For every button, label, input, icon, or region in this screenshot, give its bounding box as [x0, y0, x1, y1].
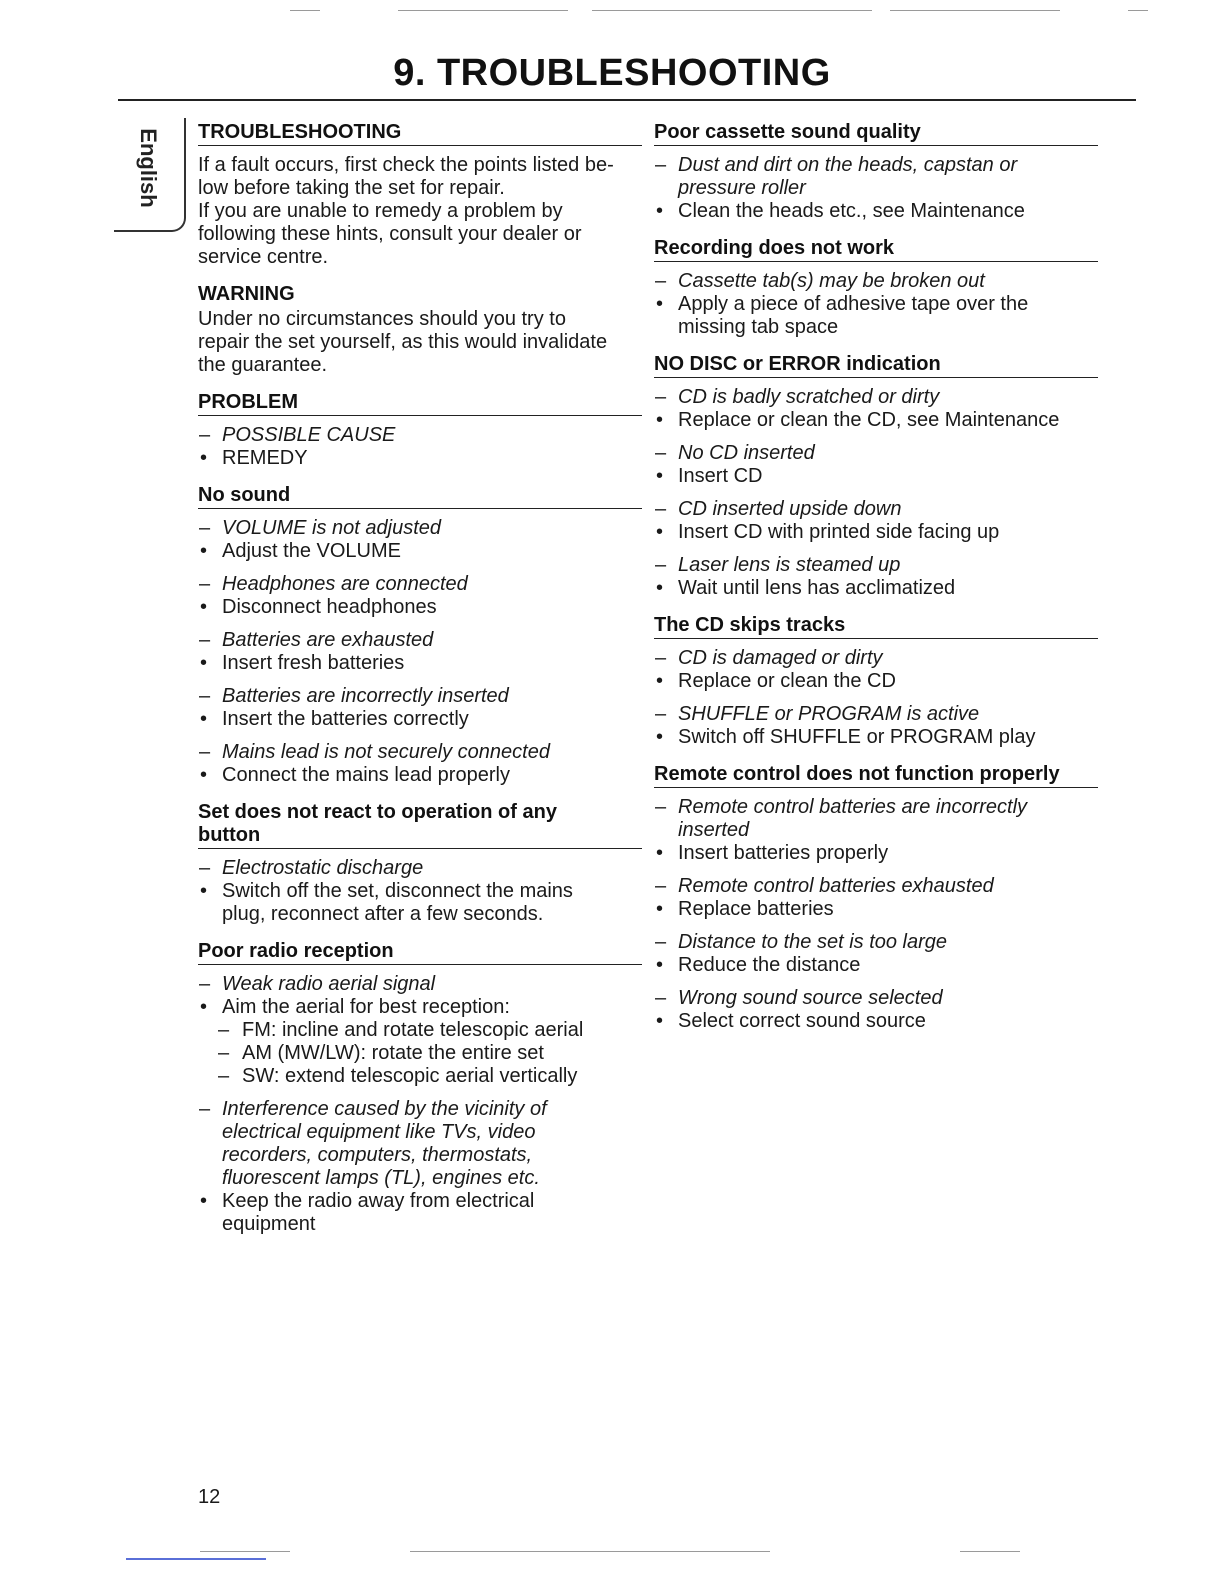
- remedy: • Switch off SHUFFLE or PROGRAM play: [654, 726, 1098, 749]
- cause: – CD is badly scratched or dirty: [654, 386, 1098, 409]
- intro-line: service centre.: [198, 246, 329, 268]
- remedy: • Replace batteries: [654, 898, 1098, 921]
- no-disc-heading: NO DISC or ERROR indication: [654, 353, 1098, 378]
- intro-line: If a fault occurs, first check the points listed be-: [198, 154, 614, 176]
- cause: – Batteries are incorrectly inserted: [198, 685, 642, 708]
- cause: – Weak radio aerial signal: [198, 973, 642, 996]
- cause: [654, 154, 1098, 200]
- scan-artifact-top-2: [398, 10, 568, 11]
- no-react-heading: [198, 801, 642, 849]
- cause-line: – Dust and dirt on the heads, capstan or: [678, 154, 1018, 176]
- cause: – VOLUME is not adjusted: [198, 517, 642, 540]
- intro-line: following these hints, consult your dealer or: [198, 223, 582, 245]
- warning-line: the guarantee.: [198, 354, 327, 376]
- left-column: [198, 121, 642, 1250]
- cause: – Headphones are connected: [198, 573, 642, 596]
- remedy-line: plug, reconnect after a few seconds.: [222, 903, 544, 925]
- sub-remedy: – FM: incline and rotate telescopic aerial: [198, 1019, 642, 1042]
- remedy-line: • Switch off the set, disconnect the mains: [222, 880, 573, 902]
- no-react-heading-line: button: [198, 824, 261, 846]
- scan-artifact-bottom-1: [200, 1551, 290, 1552]
- cause-line: fluorescent lamps (TL), engines etc.: [222, 1167, 540, 1189]
- cause: – Mains lead is not securely connected: [198, 741, 642, 764]
- legend-cause: – POSSIBLE CAUSE: [198, 424, 642, 447]
- scan-artifact-top-1: [290, 10, 320, 11]
- remedy: • Adjust the VOLUME: [198, 540, 642, 563]
- cause: – SHUFFLE or PROGRAM is active: [654, 703, 1098, 726]
- remedy-line: • Apply a piece of adhesive tape over the: [678, 293, 1029, 315]
- warning-line: repair the set yourself, as this would invalidate: [198, 331, 608, 353]
- remote-section: [654, 763, 1098, 1033]
- cause-line: – Remote control batteries are incorrectly: [678, 796, 1028, 818]
- remedy: [198, 880, 642, 926]
- cause: – Laser lens is steamed up: [654, 554, 1098, 577]
- intro-line: If you are unable to remedy a problem by: [198, 200, 563, 222]
- remedy: • Reduce the distance: [654, 954, 1098, 977]
- remedy: • Connect the mains lead properly: [198, 764, 642, 787]
- no-react-section: [198, 801, 642, 926]
- remedy: • Disconnect headphones: [198, 596, 642, 619]
- cause: – Electrostatic discharge: [198, 857, 642, 880]
- skips-heading: The CD skips tracks: [654, 614, 1098, 639]
- radio-heading: Poor radio reception: [198, 940, 642, 965]
- warning-section: [198, 283, 642, 377]
- cause-line: – Interference caused by the vicinity of: [222, 1098, 547, 1120]
- intro-section: [198, 121, 642, 269]
- radio-section: [198, 940, 642, 1236]
- no-sound-heading: No sound: [198, 484, 642, 509]
- remote-heading: Remote control does not function properly: [654, 763, 1098, 788]
- scan-artifact-blue-line: [126, 1558, 266, 1560]
- remedy: • Insert fresh batteries: [198, 652, 642, 675]
- remedy: • Aim the aerial for best reception:: [198, 996, 642, 1019]
- scan-artifact-bottom-2: [410, 1551, 770, 1552]
- remedy: • Insert batteries properly: [654, 842, 1098, 865]
- remedy: • Replace or clean the CD, see Maintenance: [654, 409, 1098, 432]
- cause-line: pressure roller: [678, 177, 806, 199]
- title-rule: [118, 99, 1136, 101]
- remedy: • Insert CD with printed side facing up: [654, 521, 1098, 544]
- remedy: • Wait until lens has acclimatized: [654, 577, 1098, 600]
- cause: – Batteries are exhausted: [198, 629, 642, 652]
- remedy-line: • Keep the radio away from electrical: [222, 1190, 535, 1212]
- intro-heading: TROUBLESHOOTING: [198, 121, 642, 146]
- sub-remedy: – SW: extend telescopic aerial vertically: [198, 1065, 642, 1088]
- cause: – Cassette tab(s) may be broken out: [654, 270, 1098, 293]
- cause: [198, 1098, 642, 1190]
- recording-section: [654, 237, 1098, 339]
- scan-artifact-top-5: [1128, 10, 1148, 11]
- cassette-section: [654, 121, 1098, 223]
- skips-section: [654, 614, 1098, 749]
- warning-heading: WARNING: [198, 283, 295, 305]
- page-number: 12: [198, 1486, 221, 1508]
- remedy: • Replace or clean the CD: [654, 670, 1098, 693]
- cause: – CD inserted upside down: [654, 498, 1098, 521]
- scan-artifact-bottom-3: [960, 1551, 1020, 1552]
- remedy: • Insert the batteries correctly: [198, 708, 642, 731]
- cause-line: electrical equipment like TVs, video: [222, 1121, 536, 1143]
- remedy: • Clean the heads etc., see Maintenance: [654, 200, 1098, 223]
- remedy: [198, 1190, 642, 1236]
- language-tab-label: English: [136, 128, 161, 208]
- cassette-heading: Poor cassette sound quality: [654, 121, 1098, 146]
- remedy: • Insert CD: [654, 465, 1098, 488]
- remedy-line: missing tab space: [678, 316, 839, 338]
- warning-line: Under no circumstances should you try to: [198, 308, 566, 330]
- right-column: [654, 121, 1098, 1047]
- recording-heading: Recording does not work: [654, 237, 1098, 262]
- scan-artifact-top-3: [592, 10, 872, 11]
- remedy: [654, 293, 1098, 339]
- legend-heading: PROBLEM: [198, 391, 642, 416]
- intro-line: low before taking the set for repair.: [198, 177, 505, 199]
- remedy-line: equipment: [222, 1213, 316, 1235]
- cause: [654, 796, 1098, 842]
- no-disc-section: [654, 353, 1098, 600]
- cause: – No CD inserted: [654, 442, 1098, 465]
- cause-line: inserted: [678, 819, 750, 841]
- page-title: 9. TROUBLESHOOTING: [393, 52, 831, 94]
- cause-line: recorders, computers, thermostats,: [222, 1144, 533, 1166]
- no-react-heading-line: Set does not react to operation of any: [198, 801, 557, 823]
- scan-artifact-top-4: [890, 10, 1060, 11]
- remedy: • Select correct sound source: [654, 1010, 1098, 1033]
- cause: – CD is damaged or dirty: [654, 647, 1098, 670]
- legend-remedy: • REMEDY: [198, 447, 642, 470]
- cause: – Distance to the set is too large: [654, 931, 1098, 954]
- sub-remedy: – AM (MW/LW): rotate the entire set: [198, 1042, 642, 1065]
- cause: – Wrong sound source selected: [654, 987, 1098, 1010]
- no-sound-section: [198, 484, 642, 787]
- cause: – Remote control batteries exhausted: [654, 875, 1098, 898]
- legend-section: [198, 391, 642, 470]
